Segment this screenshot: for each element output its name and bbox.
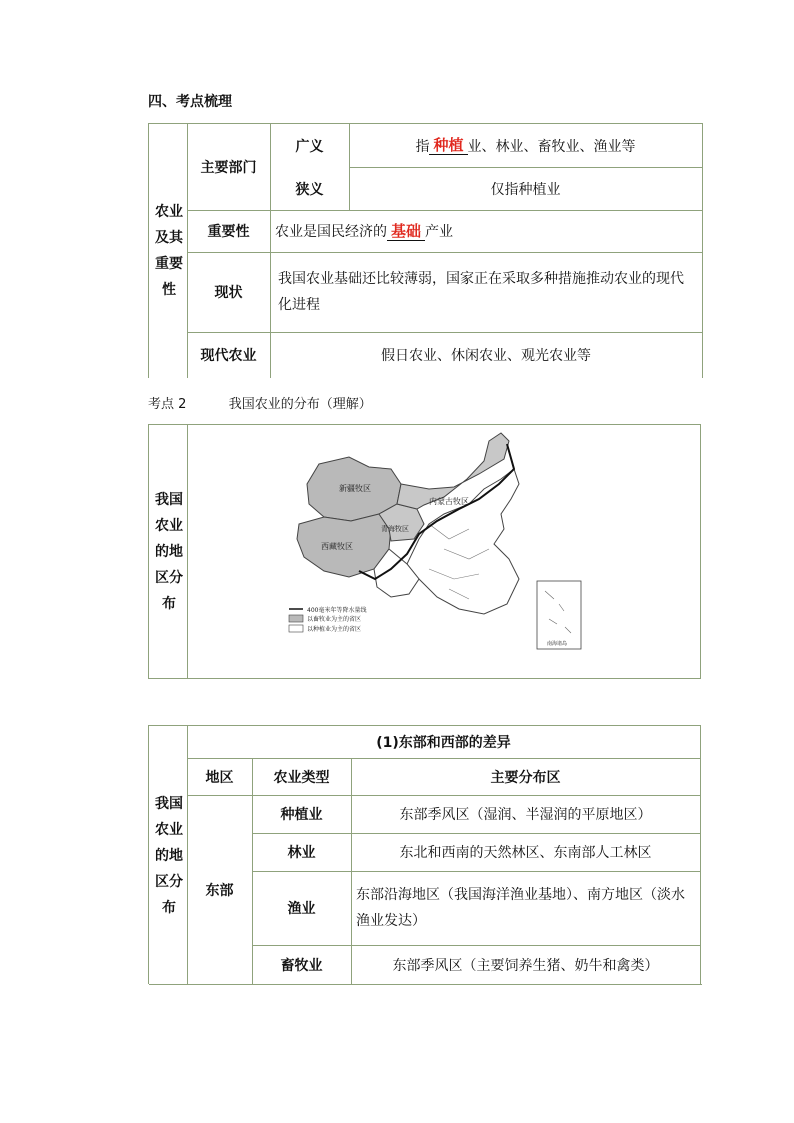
importance-prefix: 农业是国民经济的 bbox=[275, 224, 387, 240]
distribution-map-table bbox=[148, 424, 701, 679]
type-planting: 种植业 bbox=[280, 807, 323, 823]
legend-farming: 以种植业为主的省区 bbox=[307, 626, 362, 633]
agri-group-label: 农业及其重要性 bbox=[155, 204, 183, 298]
legend-isohyet: 400毫米年等降水量线 bbox=[307, 607, 367, 614]
inset-label: 南海诸岛 bbox=[547, 641, 568, 647]
broad-suffix: 业、林业、畜牧业、渔业等 bbox=[467, 138, 636, 155]
broad-value bbox=[349, 124, 702, 167]
table3-title: (1)东部和西部的差异 bbox=[376, 735, 511, 751]
modern-label: 现代农业 bbox=[200, 348, 257, 364]
narrow-label: 狭义 bbox=[295, 181, 324, 198]
type-forestry: 林业 bbox=[287, 845, 316, 861]
col-type: 农业类型 bbox=[273, 769, 330, 786]
broad-label: 广义 bbox=[295, 138, 324, 155]
agriculture-importance-table bbox=[148, 123, 703, 378]
broad-prefix: 指 bbox=[415, 138, 430, 155]
status-label: 现状 bbox=[214, 285, 243, 301]
point2-heading bbox=[148, 393, 372, 412]
region-east: 东部 bbox=[205, 883, 234, 899]
importance-suffix: 产业 bbox=[425, 224, 454, 240]
row-dept-label: 主要部门 bbox=[200, 160, 257, 176]
importance-label: 重要性 bbox=[207, 224, 250, 240]
importance-answer: 基础 bbox=[387, 222, 425, 241]
broad-answer: 种植 bbox=[429, 136, 467, 155]
section-heading: 四、考点梳理 bbox=[148, 94, 232, 110]
importance-value bbox=[270, 210, 702, 252]
col-region: 地区 bbox=[205, 769, 234, 786]
east-west-table bbox=[148, 725, 701, 984]
type-husbandry: 畜牧业 bbox=[280, 957, 323, 974]
map-group-label: 我国农业的地区分布 bbox=[155, 491, 183, 612]
label-neimeng: 内蒙古牧区 bbox=[429, 497, 469, 506]
modern-value: 假日农业、休闲农业、观光农业等 bbox=[381, 348, 591, 364]
south-china-sea-inset bbox=[537, 581, 581, 649]
label-qinghai: 青海牧区 bbox=[381, 525, 409, 533]
label-xizang: 西藏牧区 bbox=[321, 542, 353, 551]
legend-grazing: 以畜牧业为主的省区 bbox=[307, 616, 362, 623]
point2-title: 我国农业的分布（理解） bbox=[228, 397, 372, 412]
table3-group-label: 我国农业的地区分布 bbox=[155, 795, 183, 916]
narrow-value: 仅指种植业 bbox=[490, 181, 561, 198]
china-agriculture-map bbox=[279, 429, 589, 654]
col-area: 主要分布区 bbox=[490, 769, 561, 786]
point2-label: 考点 2 bbox=[148, 397, 187, 412]
type-fishery: 渔业 bbox=[287, 901, 316, 917]
status-value: 我国农业基础还比较薄弱，国家正在采取多种措施推动农业的现代化进程 bbox=[278, 271, 684, 313]
area-forestry: 东北和西南的天然林区、东南部人工林区 bbox=[399, 845, 652, 861]
area-husbandry: 东部季风区（主要饲养生猪、奶牛和禽类） bbox=[392, 957, 659, 974]
label-xinjiang: 新疆牧区 bbox=[339, 484, 371, 493]
area-fishery: 东部沿海地区（我国海洋渔业基地）、南方地区（淡水渔业发达） bbox=[356, 887, 685, 929]
area-planting: 东部季风区（湿润、半湿润的平原地区） bbox=[399, 807, 652, 823]
